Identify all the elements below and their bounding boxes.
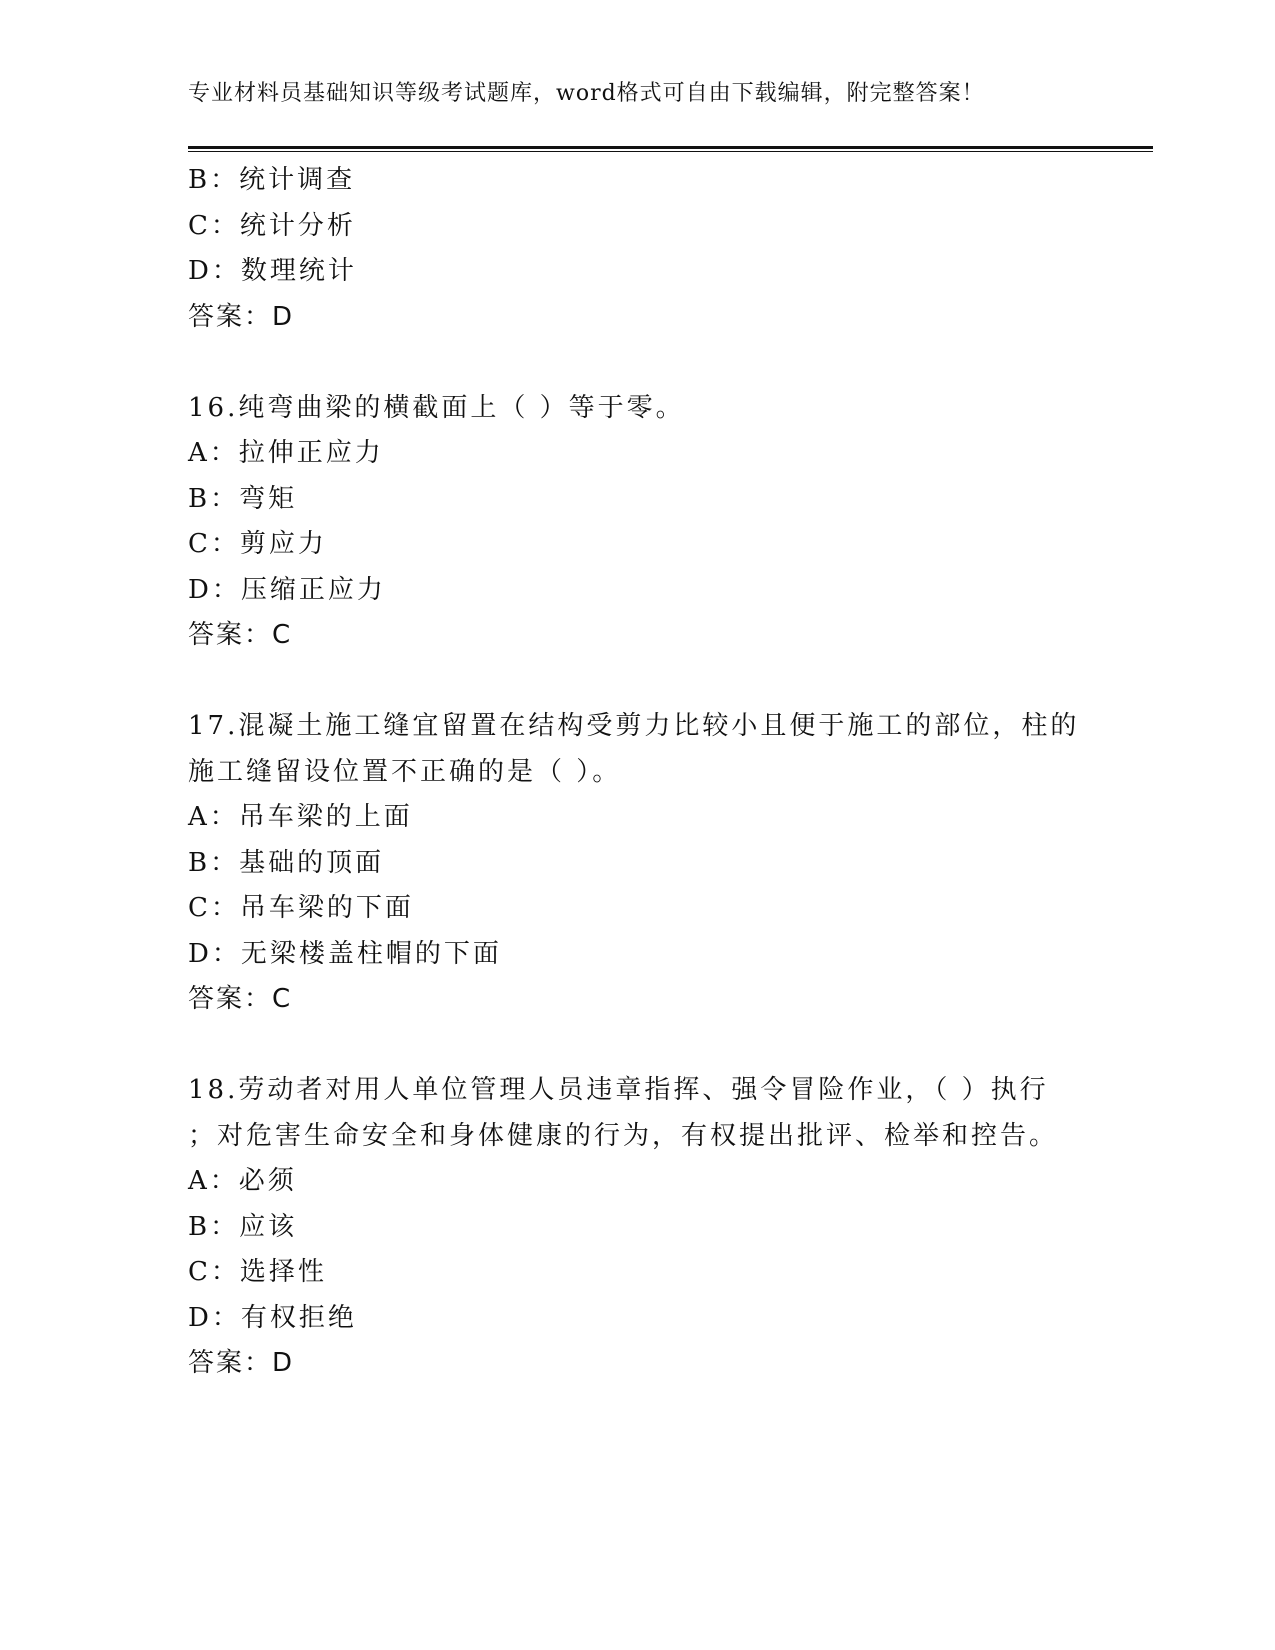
option-d: D：压缩正应力 xyxy=(188,574,386,605)
question-content xyxy=(188,158,1153,1387)
question-18 xyxy=(188,1068,1153,1387)
option-b: B：应该 xyxy=(188,1211,298,1242)
option-d: D：无梁楼盖柱帽的下面 xyxy=(188,938,502,969)
option-b: B：弯矩 xyxy=(188,483,298,514)
header-rule-thin xyxy=(188,151,1153,152)
question-16 xyxy=(188,386,1153,659)
question-15-tail xyxy=(188,158,1153,340)
question-17 xyxy=(188,704,1153,1023)
page-header: 专业材料员基础知识等级考试题库，word格式可自由下载编辑，附完整答案！ xyxy=(188,81,985,106)
option-c: C：剪应力 xyxy=(188,529,327,559)
option-a: A：必须 xyxy=(188,1166,297,1196)
option-c: C：统计分析 xyxy=(188,210,356,241)
question-stem: 16.纯弯曲梁的横截面上（ ）等于零。 xyxy=(188,392,685,423)
option-c: C：吊车梁的下面 xyxy=(188,893,414,923)
question-stem-line-1: 18.劳动者对用人单位管理人员违章指挥、强令冒险作业，（ ）执行 xyxy=(188,1075,1049,1105)
option-d: D：数理统计 xyxy=(188,256,357,286)
answer: 答案：D xyxy=(188,1348,295,1378)
answer: 答案：C xyxy=(188,984,293,1014)
answer: 答案：D xyxy=(188,301,295,332)
option-b: B：统计调查 xyxy=(188,165,356,195)
option-b: B：基础的顶面 xyxy=(188,847,385,878)
option-a: A：拉伸正应力 xyxy=(188,438,384,468)
question-stem-line-2: 施工缝留设位置不正确的是（ ）。 xyxy=(188,756,622,787)
answer: 答案：C xyxy=(188,620,293,650)
header-rule-thick xyxy=(188,146,1153,149)
option-a: A：吊车梁的上面 xyxy=(188,802,413,832)
option-c: C：选择性 xyxy=(188,1257,327,1287)
option-d: D：有权拒绝 xyxy=(188,1302,357,1333)
question-stem-line-1: 17.混凝土施工缝宜留置在结构受剪力比较小且便于施工的部位，柱的 xyxy=(188,711,1080,741)
question-stem-line-2: ；对危害生命安全和身体健康的行为，有权提出批评、检举和控告。 xyxy=(188,1120,1059,1151)
